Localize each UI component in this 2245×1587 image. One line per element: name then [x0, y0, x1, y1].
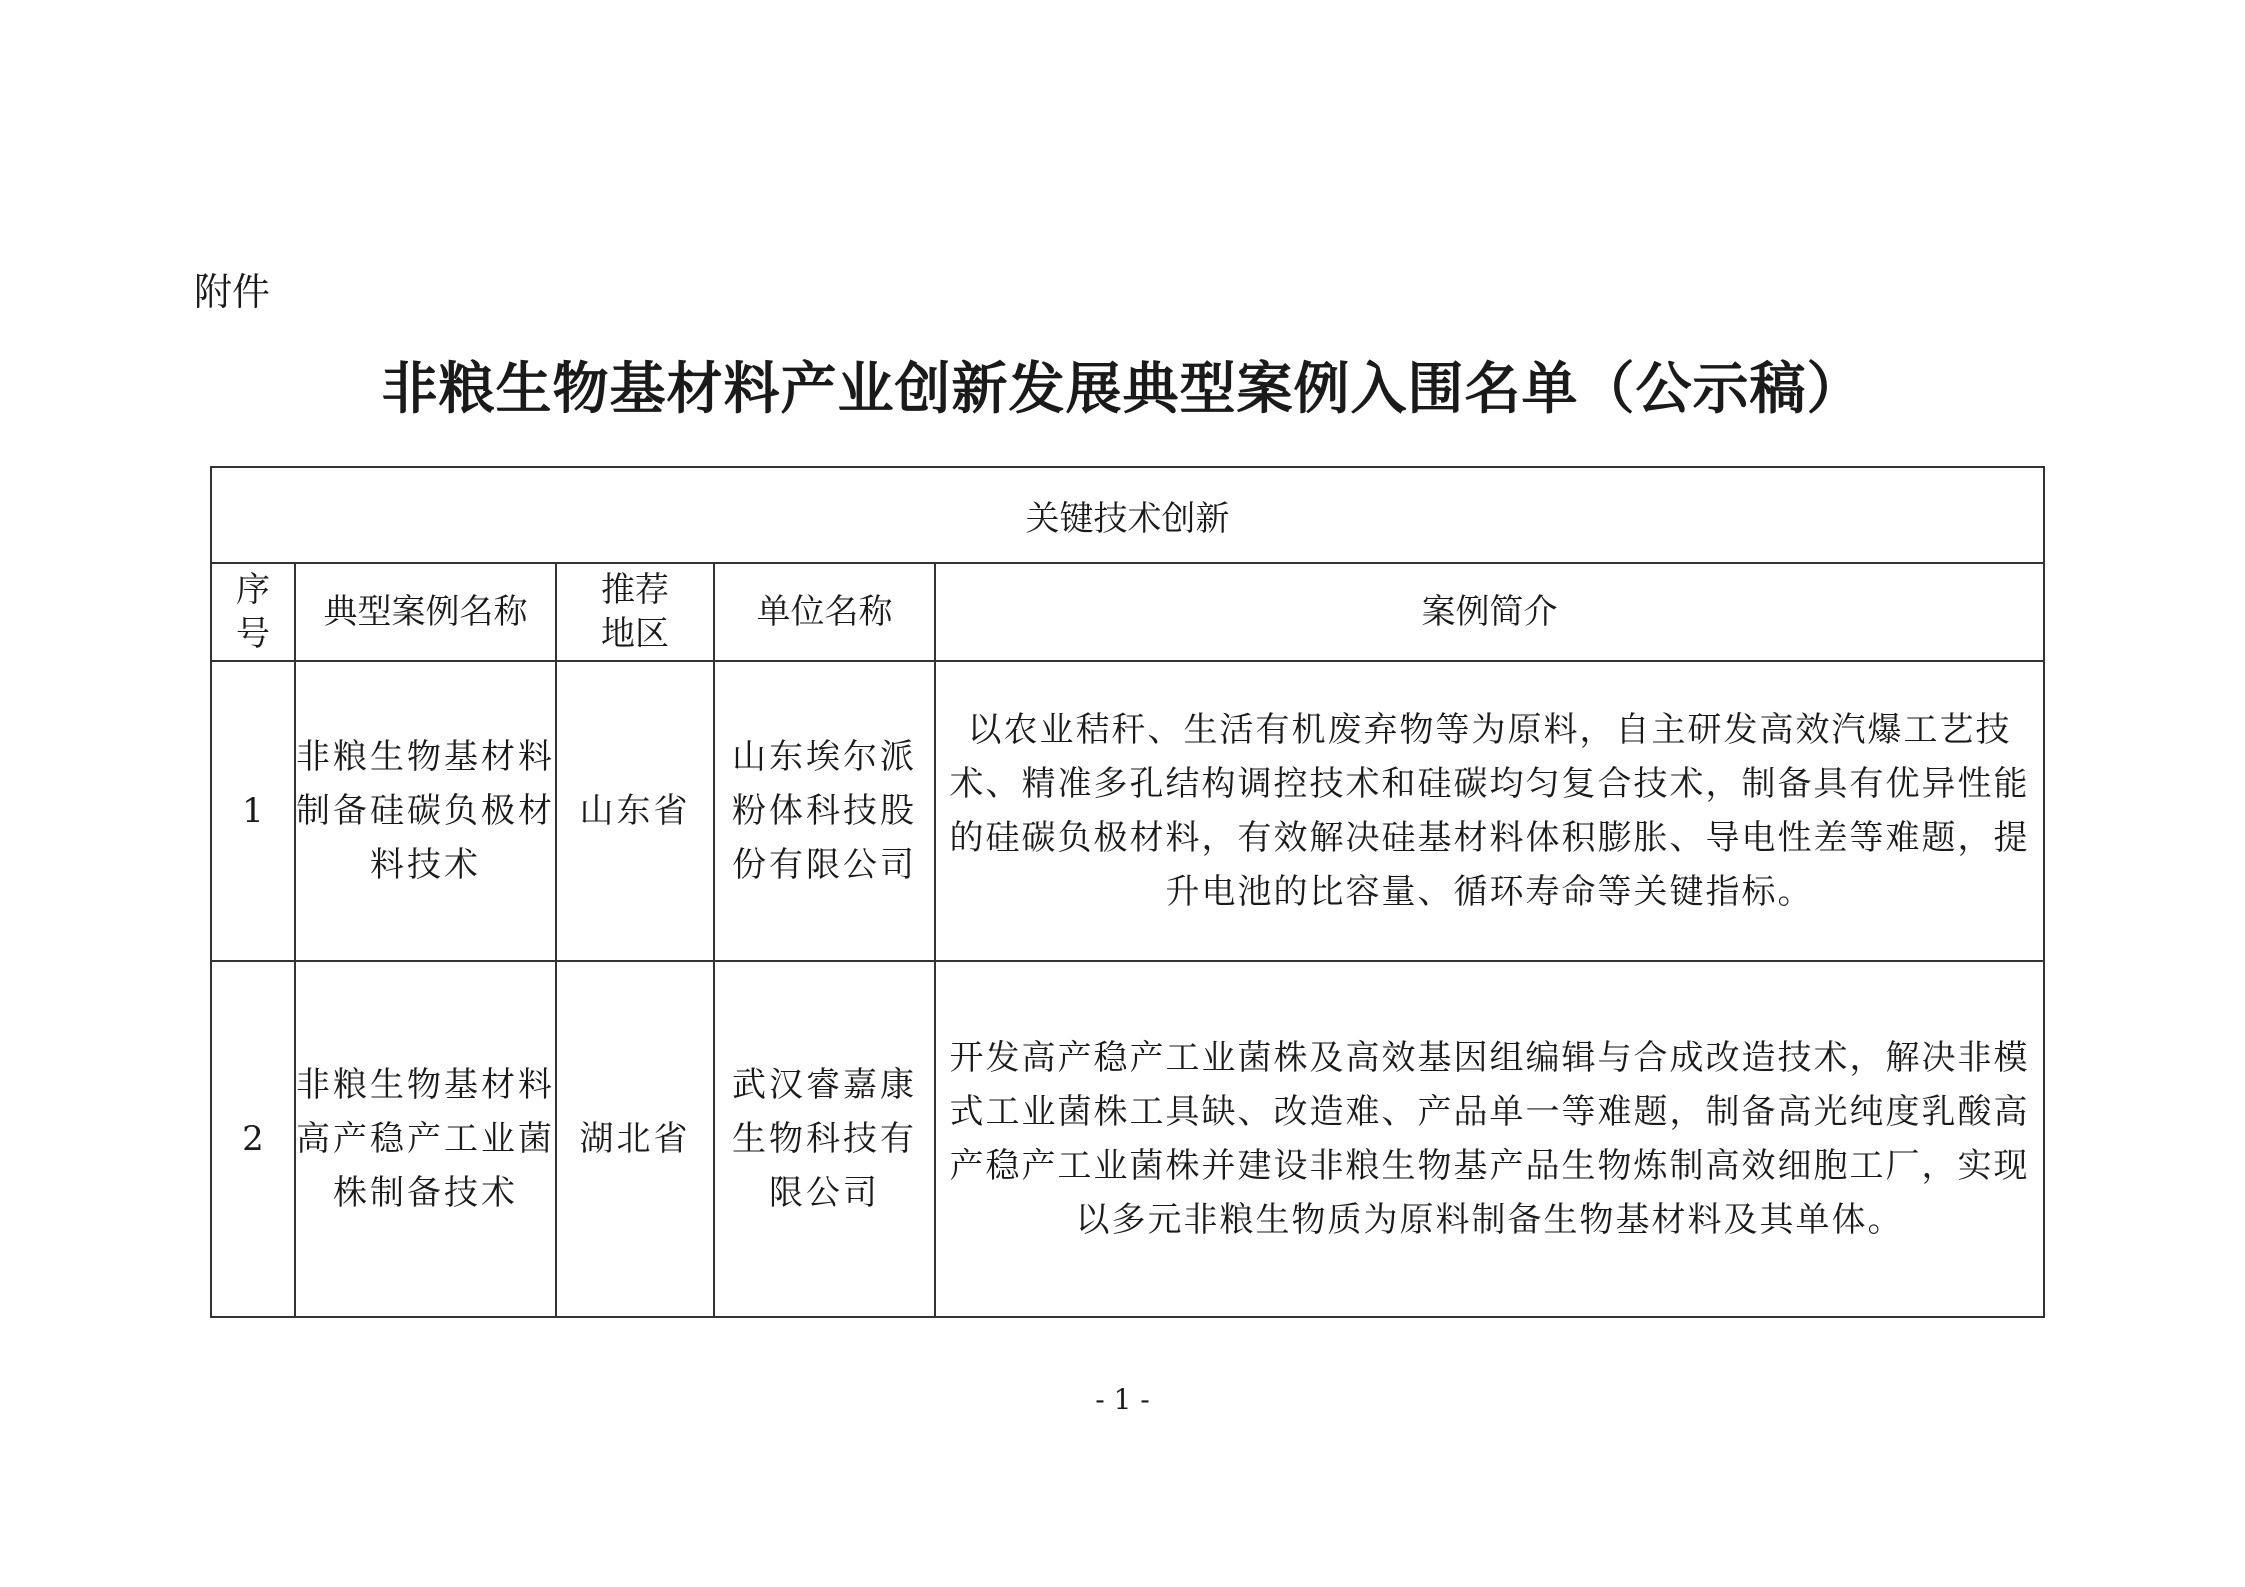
attachment-label: 附件 [194, 270, 271, 314]
row-intro: 开发高产稳产工业菌株及高效基因组编辑与合成改造技术，解决非模式工业菌株工具缺、改造难、产品单一等难题，制备高光纯度乳酸高产稳产工业菌株并建设非粮生物基产品生物炼制高效细胞工厂，实现以多元非粮生物质为原料制备生物基材料及其单体。 [935, 961, 2044, 1317]
column-header-case-name: 典型案例名称 [295, 563, 556, 661]
column-header-unit: 单位名称 [714, 563, 935, 661]
column-header-intro: 案例简介 [935, 563, 2044, 661]
page-number: - 1 - [1095, 1383, 1150, 1416]
row-unit: 武汉睿嘉康生物科技有限公司 [714, 961, 935, 1317]
row-case-name: 非粮生物基材料高产稳产工业菌株制备技术 [295, 961, 556, 1317]
row-case-name: 非粮生物基材料制备硅碳负极材料技术 [295, 661, 556, 961]
row-region: 山东省 [556, 661, 714, 961]
section-heading: 关键技术创新 [211, 467, 2044, 563]
case-table [210, 466, 2045, 1318]
row-index: 2 [211, 961, 295, 1317]
row-index: 1 [211, 661, 295, 961]
table-section-row [211, 467, 2044, 563]
table-row [211, 961, 2044, 1317]
row-region: 湖北省 [556, 961, 714, 1317]
table-row [211, 661, 2044, 961]
row-unit: 山东埃尔派粉体科技股份有限公司 [714, 661, 935, 961]
row-intro: 以农业秸秆、生活有机废弃物等为原料，自主研发高效汽爆工艺技术、精准多孔结构调控技术和硅碳均匀复合技术，制备具有优异性能的硅碳负极材料，有效解决硅基材料体积膨胀、导电性差等难题，提升电池的比容量、循环寿命等关键指标。 [935, 661, 2044, 961]
column-header-index: 序号 [211, 563, 295, 661]
table-header-row [211, 563, 2044, 661]
page-title: 非粮生物基材料产业创新发展典型案例入围名单（公示稿） [381, 357, 1864, 422]
column-header-region: 推荐地区 [556, 563, 714, 661]
